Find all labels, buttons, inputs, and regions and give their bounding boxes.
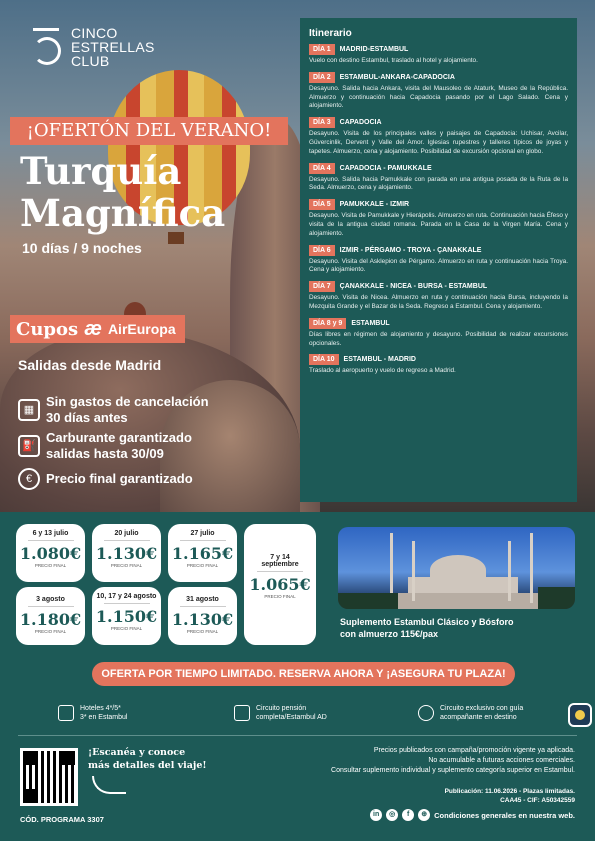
web-globe-icon[interactable]: ⊕ [418, 809, 430, 821]
day-badge: DÍA 8 y 9 [309, 318, 346, 329]
day-description: Desayuno. Salida hacia Ankara, visita del Mausoleo de Ataturk, Museo de la República. Almuerzo y continuación hacia Capadocia pasando por el Lago Salado. Cena y alojamiento. [309, 84, 568, 110]
departures-label: Salidas desde Madrid [18, 357, 162, 373]
facebook-icon[interactable]: f [402, 809, 414, 821]
day-description: Días libres en régimen de alojamiento y desayuno. Posibilidad de realizar excursiones opcionales. [309, 330, 568, 347]
qr-code[interactable] [20, 748, 78, 806]
day-badge: DÍA 1 [309, 44, 335, 55]
program-code: CÓD. PROGRAMA 3307 [20, 815, 104, 824]
feature-fuel: ⛽ Carburante garantizado salidas hasta 30/09 [18, 430, 192, 462]
itinerary-panel [300, 18, 577, 502]
legal-text: Precios publicados con campaña/promoción vigente ya aplicada. No acumulable a futuras acciones comerciales. Consultar suplemento individual y suplemento categoría superior en Estambul. [331, 747, 575, 774]
social-bar [370, 809, 575, 821]
day-route: ESTAMBUL [351, 319, 390, 327]
promo-banner: ¡OFERTÓN DEL VERANO! [10, 117, 288, 145]
itinerary-day [309, 163, 568, 194]
itinerary-day [309, 318, 568, 349]
linkedin-icon[interactable]: in [370, 809, 382, 821]
day-badge: DÍA 10 [309, 354, 339, 365]
price-card[interactable]: 20 julio 1.130€ PRECIO FINAL [92, 524, 161, 582]
day-badge: DÍA 4 [309, 163, 335, 174]
airline-badge [10, 315, 185, 343]
day-description: Desayuno. Visita de los principales valles y paisajes de Capadocia: Uchisar, Avcilar, Güvercinlik, Dervent y Valle del Amor. Iglesias rupestres y talleres típicos de joyas y tapetes. Almuerzo, cena y alojamiento. Posibilidad de excursión opcional en globo. [309, 130, 568, 155]
day-badge: DÍA 5 [309, 199, 335, 210]
air-europa-logo-icon: æ [84, 317, 102, 340]
day-badge: DÍA 6 [309, 245, 335, 256]
price-card[interactable]: 27 julio 1.165€ PRECIO FINAL [168, 524, 237, 582]
app-icon[interactable] [568, 703, 592, 727]
day-route: CAPADOCIA - PAMUKKALE [339, 164, 432, 172]
calendar-icon: ▦ [18, 399, 40, 421]
itinerary-day [309, 117, 568, 156]
price-card[interactable]: 6 y 13 julio 1.080€ PRECIO FINAL [16, 524, 85, 582]
airline-name: AirEuropa [107, 321, 176, 337]
day-description: Desayuno. Visita del Asklepion de Pérgamo. Almuerzo en ruta y continuación hacia Troya. Cena y alojamiento. [309, 257, 568, 274]
hotel-icon [58, 705, 74, 721]
day-route: ESTAMBUL-ANKARA-CAPADOCIA [339, 73, 455, 81]
feature-final-price: € Precio final garantizado [18, 468, 193, 490]
day-description: Desayuno. Salida hacia Pamukkale con parada en una antigua posada de la Ruta de la Seda. Almuerzo, cena y alojamiento. [309, 175, 568, 192]
day-badge: DÍA 7 [309, 281, 335, 292]
cupos-label: Cupos [16, 318, 79, 340]
price-card[interactable]: 7 y 14 septiembre 1.065€ PRECIO FINAL [244, 524, 316, 645]
fuel-pump-icon: ⛽ [18, 435, 40, 457]
logo-icon [33, 28, 63, 66]
price-card[interactable]: 10, 17 y 24 agosto 1.150€ PRECIO FINAL [92, 587, 161, 645]
curved-arrow-icon [92, 776, 126, 794]
include-board: Circuito pensión completa/Estambul AD [234, 704, 327, 722]
day-route: MADRID-ESTAMBUL [339, 46, 409, 53]
brand-logo[interactable] [33, 26, 155, 68]
itinerary-day [309, 199, 568, 238]
day-badge: DÍA 2 [309, 72, 335, 83]
trip-duration: 10 días / 9 noches [22, 240, 142, 256]
day-description: Desayuno. Visita de Pamukkale y Hierápolis. Almuerzo en ruta. Continuación hacia Éfeso y visita de la antigua ciudad romana. Parada en la Casa de la Virgen María. Cena y alojamiento. [309, 212, 568, 237]
supplement-text: Suplemento Estambul Clásico y Bósforo con almuerzo 115€/pax [340, 617, 514, 639]
feature-cancellation: ▦ Sin gastos de cancelación 30 días antes [18, 394, 209, 426]
itinerary-day [309, 44, 568, 66]
day-description: Vuelo con destino Estambul, traslado al hotel y alojamiento. [309, 57, 478, 64]
itinerary-day [309, 354, 568, 376]
publication-info: Publicación: 11.06.2026 - Plazas limitadas. CAA45 - CIF: A50342559 [444, 788, 575, 804]
day-route: IZMIR - PÉRGAMO - TROYA - ÇANAKKALE [339, 246, 482, 254]
day-route: ESTAMBUL - MADRID [343, 356, 416, 364]
day-badge: DÍA 3 [309, 117, 335, 128]
cutlery-icon [234, 705, 250, 721]
price-card[interactable]: 3 agosto 1.180€ PRECIO FINAL [16, 587, 85, 645]
euro-coin-icon: € [18, 468, 40, 490]
price-card[interactable]: 31 agosto 1.130€ PRECIO FINAL [168, 587, 237, 645]
itinerary-day [309, 281, 568, 312]
scan-prompt: ¡Escanéa y conoce más detalles del viaje! [88, 747, 207, 771]
divider [18, 735, 577, 736]
conditions-link[interactable]: Condiciones generales en nuestra web. [434, 810, 575, 820]
brand-name: CINCO ESTRELLAS CLUB [71, 25, 155, 69]
itinerary-day [309, 245, 568, 276]
day-route: ÇANAKKALE - NICEA - BURSA - ESTAMBUL [339, 283, 488, 291]
day-description: Desayuno. Visita de Nicea. Almuerzo en ruta y continuación hacia Bursa, incluyendo la Mezquita Grande y el Bazar de la Seda. Regreso a Estambul. Cena y alojamiento. [309, 294, 568, 310]
page-title: Turquía Magnífica [20, 149, 226, 235]
day-route: CAPADOCIA [339, 119, 382, 127]
guide-icon [418, 705, 434, 721]
instagram-icon[interactable]: ◎ [386, 809, 398, 821]
limited-offer-banner[interactable]: OFERTA POR TIEMPO LIMITADO. RESERVA AHORA Y ¡ASEGURA TU PLAZA! [92, 662, 515, 686]
itinerary-heading: Itinerario [309, 28, 352, 39]
include-guide: Circuito exclusivo con guía acompañante en destino [418, 704, 523, 722]
day-description: Traslado al aeropuerto y vuelo de regreso a Madrid. [309, 367, 456, 375]
istanbul-mosque-photo [338, 527, 575, 609]
itinerary-day [309, 72, 568, 111]
include-hotels: Hoteles 4*/5* 3* en Estambul [58, 704, 127, 722]
day-route: PAMUKKALE - IZMIR [339, 201, 410, 209]
